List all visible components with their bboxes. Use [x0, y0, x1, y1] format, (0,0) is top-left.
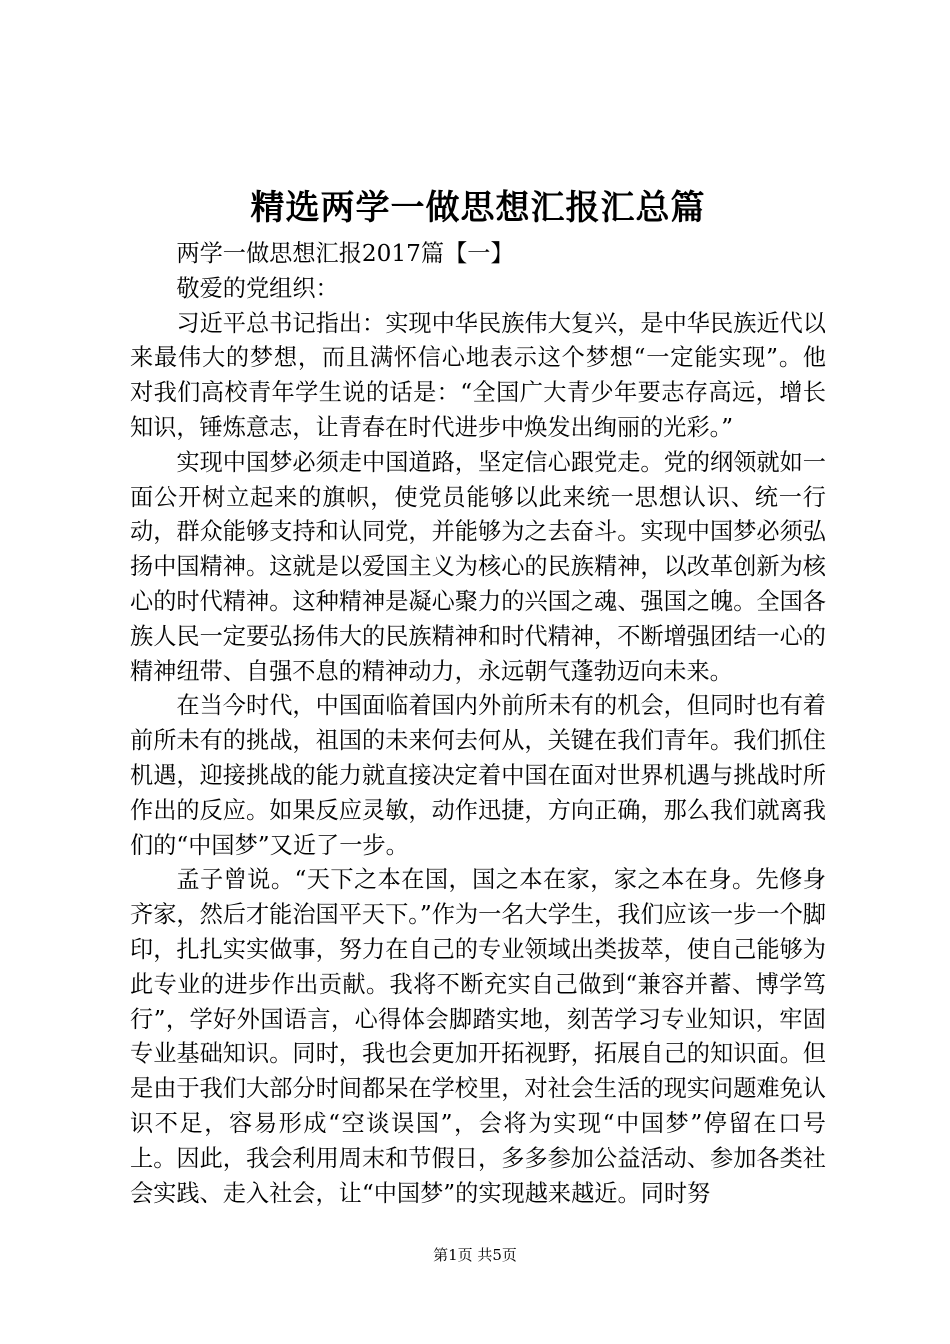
paragraph: 实现中国梦必须走中国道路，坚定信心跟党走。党的纲领就如一面公开树立起来的旗帜，使党员能够以此来统一思想认识、统一行动，群众能够支持和认同党，并能够为之去奋斗。实现中国梦必须弘扬中国精神。这就是以爱国主义为核心的民族精神，以改革创新为核心的时代精神。这种精神是凝心聚力的兴国之魂、强国之魄。全国各族人民一定要弘扬伟大的民族精神和时代精神，不断增强团结一心的精神纽带、自强不息的精神动力，永远朝气蓬勃迈向未来。 — [130, 448, 826, 685]
paragraph: 习近平总书记指出：实现中华民族伟大复兴，是中华民族近代以来最伟大的梦想，而且满怀信心地表示这个梦想“一定能实现”。他对我们高校青年学生说的话是：“全国广大青少年要志存高远，增长知识，锤炼意志，让青春在时代进步中焕发出绚丽的光彩。” — [130, 309, 826, 441]
document-title: 精选两学一做思想汇报汇总篇 — [250, 188, 706, 228]
document-subtitle: 两学一做思想汇报2017篇【一】 — [176, 240, 514, 267]
paragraph: 在当今时代，中国面临着国内外前所未有的机会，但同时也有着前所未有的挑战，祖国的未来何去何从，关键在我们青年。我们抓住机遇，迎接挑战的能力就直接决定着中国在面对世界机遇与挑战时所作出的反应。如果反应灵敏，动作迅捷，方向正确，那么我们就离我们的“中国梦”又近了一步。 — [130, 692, 826, 859]
document-body — [130, 237, 826, 1211]
page-number-footer: 第1页 共5页 — [433, 1246, 517, 1264]
paragraph: 孟子曾说。“天下之本在国，国之本在家，家之本在身。先修身齐家，然后才能治国平天下。”作为一名大学生，我们应该一步一个脚印，扎扎实实做事，努力在自己的专业领域出类拔萃，使自己能够为此专业的进步作出贡献。我将不断充实自己做到“兼容并蓄、博学笃行”，学好外国语言，心得体会脚踏实地，刻苦学习专业知识，牢固专业基础知识。同时，我也会更加开拓视野，拓展自己的知识面。但是由于我们大部分时间都呆在学校里，对社会生活的现实问题难免认识不足，容易形成“空谈误国”，会将为实现“中国梦”停留在口号上。因此，我会利用周末和节假日，多多参加公益活动、参加各类社会实践、走入社会，让“中国梦”的实现越来越近。同时努 — [130, 866, 826, 1207]
salutation: 敬爱的党组织： — [176, 274, 339, 302]
